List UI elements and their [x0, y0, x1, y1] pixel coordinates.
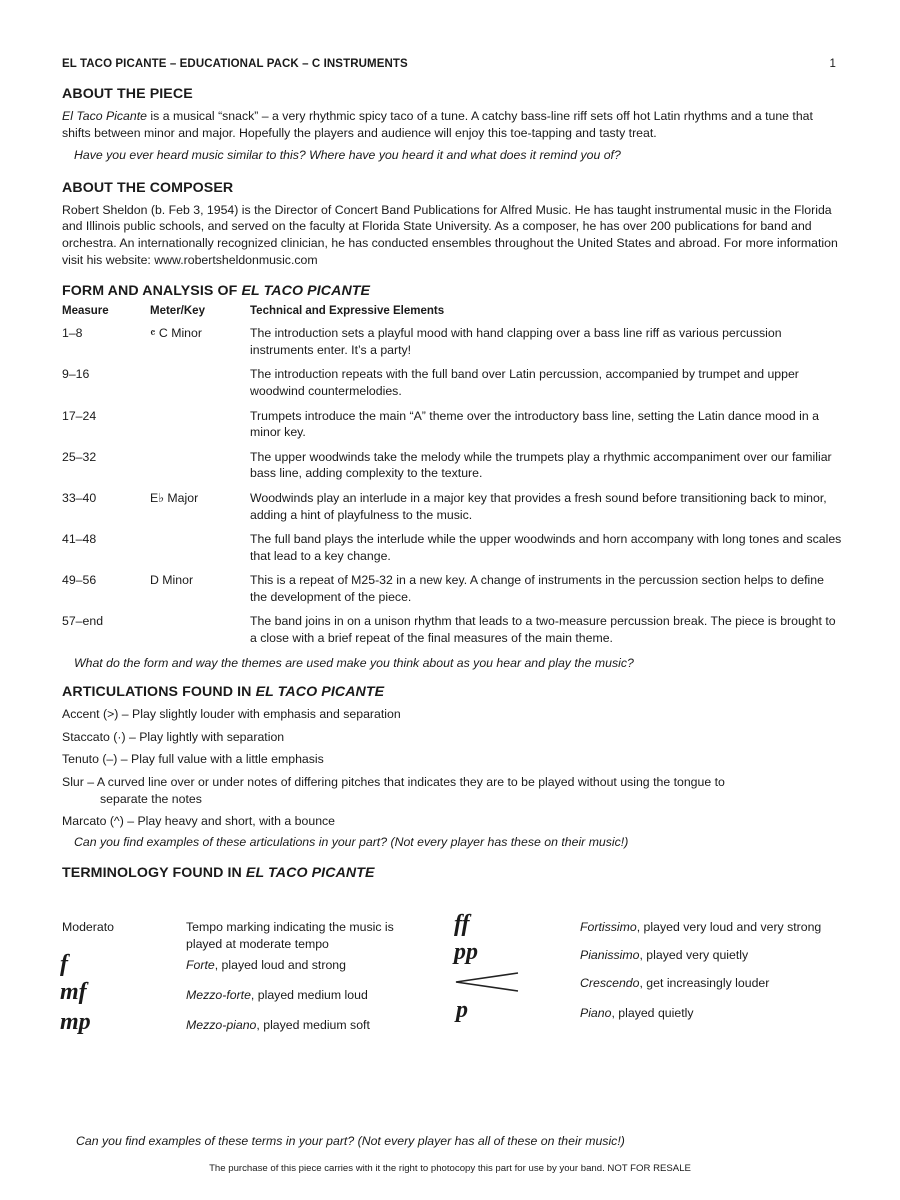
- form-table-row: [62, 531, 842, 564]
- section-articulations: [62, 684, 842, 850]
- term-moderato: Moderato: [62, 920, 114, 935]
- section-about-piece: [62, 86, 842, 164]
- form-cell-elements: Trumpets introduce the main “A” theme over the introductory bass line, setting the Latin dance mood in a minor key.: [250, 408, 819, 440]
- about-piece-text: is a musical “snack” – a very rhythmic spicy taco of a tune. A catchy bass-line riff sets off hot Latin rhythms and a tune that shifts between minor and major. Hopefully the players and audience will enjoy this toe-tapping and tasty treat.: [62, 109, 813, 140]
- term-moderato-def: Tempo marking indicating the music is played at moderate tempo: [186, 920, 394, 951]
- piano-symbol: p: [456, 997, 468, 1024]
- form-table-header: [62, 305, 842, 325]
- articulation-slur: Slur – A curved line over or under notes of differing pitches that indicates they are to be played without using the tongue to: [62, 775, 725, 790]
- heading-art-italic: EL TACO PICANTE: [255, 684, 385, 701]
- heading-term-italic: EL TACO PICANTE: [245, 865, 375, 882]
- form-cell-measure: 25–32: [62, 449, 97, 464]
- form-cell-elements: Woodwinds play an interlude in a major key that provides a fresh sound before transitioning back to minor, adding a hint of playfulness to the music.: [250, 490, 827, 522]
- col-meter-key: Meter/Key: [150, 305, 205, 318]
- section-about-composer: [62, 180, 842, 268]
- articulation-tenuto: Tenuto (–) – Play full value with a little emphasis: [62, 752, 324, 767]
- term-mezzo-forte-def: [186, 987, 368, 1004]
- form-cell-measure: 57–end: [62, 614, 104, 629]
- form-cell-meter-key: [150, 613, 250, 646]
- term-pianissimo-def: [580, 947, 748, 964]
- term-fortissimo-def: [580, 919, 821, 936]
- about-composer-body: Robert Sheldon (b. Feb 3, 1954) is the Director of Concert Band Publications for Alfred Music. He has taught instrumental music in the Florida and Illinois public schools, and served on the faculty at Florida State University. As a composer, he has over 200 publications for band and orchestra. An internationally recognized clinician, he has conducted ensembles throughout the United States and abroad. For more information visit his website: www.robertsheldonmusic.com: [62, 202, 838, 267]
- form-cell-meter-key: [150, 366, 250, 399]
- fortissimo-symbol: ff: [454, 911, 470, 938]
- form-cell-meter-key: E♭ Major: [150, 490, 199, 505]
- running-header: [62, 58, 842, 70]
- term-forte-def: [186, 957, 346, 974]
- term-ff-desc: , played very loud and very strong: [636, 920, 822, 935]
- form-cell-meter-key: 𝄴 C Minor: [150, 326, 202, 341]
- header-title: EL TACO PICANTE – EDUCATIONAL PACK – C INSTRUMENTS: [62, 58, 408, 70]
- heading-about-piece: ABOUT THE PIECE: [62, 86, 193, 102]
- form-cell-measure: 9–16: [62, 367, 90, 382]
- heading-form-prefix: FORM AND ANALYSIS OF: [62, 283, 242, 300]
- articulation-list: [62, 706, 842, 830]
- form-cell-elements: This is a repeat of M25-32 in a new key. A change of instruments in the percussion section helps to define the development of the piece.: [250, 573, 824, 604]
- form-cell-measure: 1–8: [62, 326, 83, 341]
- form-cell-measure: 33–40: [62, 490, 97, 505]
- form-cell-elements: The full band plays the interlude while the upper woodwinds and horn accompany with long tones and scales that lead to a key change.: [250, 532, 842, 563]
- term-pp-name: Pianissimo: [580, 948, 640, 963]
- form-cell-elements: The upper woodwinds take the melody while the trumpets play a rhythmic accompaniment over our familiar bass line, adding complexity to the texture.: [250, 449, 832, 481]
- piece-title-italic: El Taco Picante: [62, 109, 147, 123]
- term-mezzo-piano-def: [186, 1017, 370, 1034]
- about-piece-body: [62, 108, 842, 141]
- term-crescendo-def: [580, 975, 769, 992]
- crescendo-hairpin-icon: [454, 971, 520, 993]
- form-table-row: [62, 572, 842, 605]
- form-table-row: [62, 408, 842, 441]
- form-table: [62, 305, 842, 647]
- term-mp-desc: , played medium soft: [256, 1018, 370, 1033]
- articulation-staccato: Staccato (·) – Play lightly with separation: [62, 729, 285, 744]
- heading-form-italic: EL TACO PICANTE: [241, 283, 371, 300]
- term-cresc-name: Crescendo: [580, 976, 640, 991]
- form-table-row: [62, 490, 842, 523]
- articulation-marcato: Marcato (^) – Play heavy and short, with a bounce: [62, 814, 336, 829]
- term-mf-desc: , played medium loud: [250, 988, 368, 1003]
- term-mf-name: Mezzo-forte: [186, 988, 251, 1003]
- articulation-slur-continued: separate the notes: [100, 791, 202, 806]
- form-cell-measure: 49–56: [62, 573, 97, 588]
- form-table-row: [62, 613, 842, 646]
- term-mp-name: Mezzo-piano: [186, 1018, 257, 1033]
- about-piece-question: Have you ever heard music similar to this? Where have you heard it and what does it remind you of?: [74, 148, 621, 163]
- form-cell-meter-key: [150, 408, 250, 441]
- terminology-question: Can you find examples of these terms in your part? (Not every player has all of these on their music!): [76, 1134, 625, 1148]
- heading-articulations: [62, 684, 842, 700]
- form-cell-meter-key: [150, 531, 250, 564]
- heading-about-composer: ABOUT THE COMPOSER: [62, 179, 234, 196]
- section-terminology: [62, 865, 842, 1047]
- terminology-grid: [62, 907, 842, 1047]
- term-p-name: Piano: [580, 1006, 612, 1021]
- articulation-accent: Accent (>) – Play slightly louder with emphasis and separation: [62, 707, 401, 722]
- form-cell-elements: The band joins in on a unison rhythm that leads to a two-measure percussion break. The piece is brought to a close with a brief repeat of the final measures of the main theme.: [250, 614, 836, 646]
- term-pp-desc: , played very quietly: [639, 948, 749, 963]
- col-elements: Technical and Expressive Elements: [250, 305, 445, 318]
- heading-form-analysis: [62, 283, 842, 299]
- term-ff-name: Fortissimo: [580, 920, 637, 935]
- heading-terminology: [62, 865, 842, 881]
- page-number: 1: [829, 58, 836, 70]
- heading-term-prefix: TERMINOLOGY FOUND IN: [62, 865, 246, 882]
- mezzo-piano-symbol: mp: [60, 1009, 91, 1036]
- form-cell-meter-key: [150, 449, 250, 482]
- term-cresc-desc: , get increasingly louder: [639, 976, 770, 991]
- form-cell-meter-key: D Minor: [150, 573, 194, 588]
- term-forte-name: Forte: [186, 958, 215, 973]
- form-cell-measure: 17–24: [62, 408, 97, 423]
- footer-notice: The purchase of this piece carries with it the right to photocopy this part for use by your band. NOT FOR RESALE: [209, 1163, 691, 1174]
- form-cell-elements: The introduction sets a playful mood with hand clapping over a bass line riff as various percussion instruments enter. It’s a party!: [250, 326, 782, 357]
- form-table-row: [62, 325, 842, 358]
- page: [62, 58, 842, 1047]
- mezzo-forte-symbol: mf: [60, 979, 87, 1006]
- form-table-row: [62, 449, 842, 482]
- articulations-question: Can you find examples of these articulations in your part? (Not every player has these on their music!): [74, 834, 629, 849]
- section-form-analysis: [62, 283, 842, 671]
- form-question: What do the form and way the themes are used make you think about as you hear and play the music?: [74, 655, 634, 670]
- form-table-body: [62, 325, 842, 647]
- form-cell-elements: The introduction repeats with the full band over Latin percussion, accompanied by trumpet and upper woodwind countermelodies.: [250, 367, 799, 398]
- pianissimo-symbol: pp: [454, 939, 478, 966]
- term-piano-def: [580, 1005, 694, 1022]
- col-measure: Measure: [62, 305, 109, 318]
- term-forte-desc: , played loud and strong: [214, 958, 346, 973]
- heading-art-prefix: ARTICULATIONS FOUND IN: [62, 684, 256, 701]
- form-table-row: [62, 366, 842, 399]
- articulation-slur-cont: [62, 791, 842, 808]
- forte-symbol: f: [60, 951, 68, 978]
- term-p-desc: , played quietly: [611, 1006, 694, 1021]
- form-cell-measure: 41–48: [62, 532, 97, 547]
